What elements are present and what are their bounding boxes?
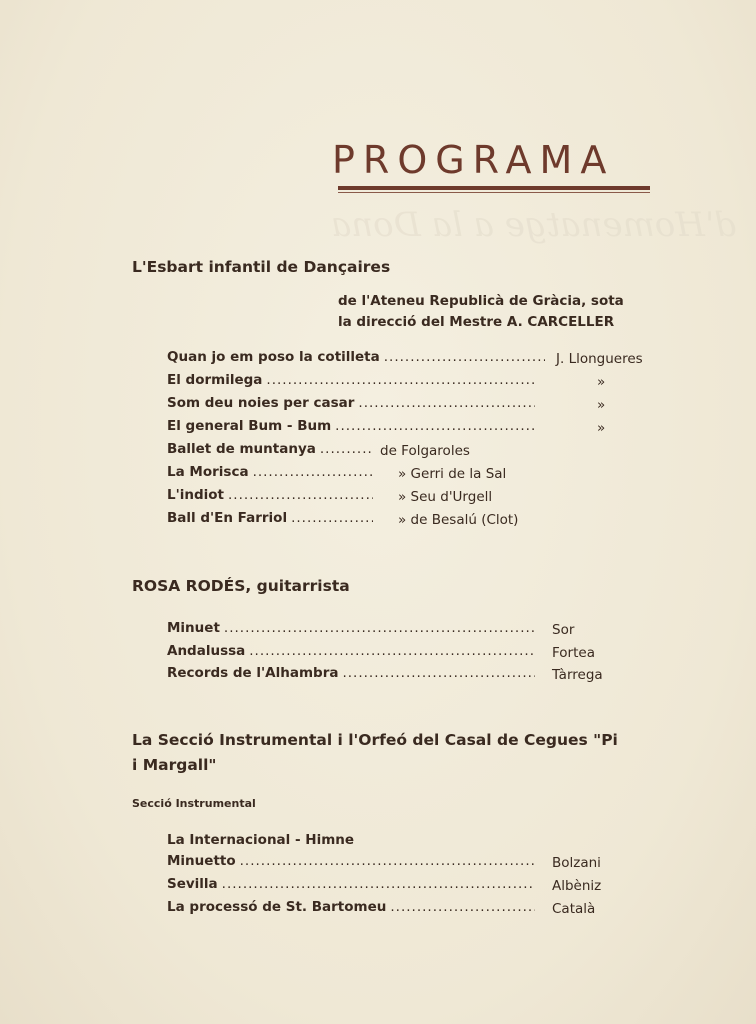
bleed-through-text: d'Homenatge a la Dona (330, 205, 736, 245)
item-title: Minuetto (167, 853, 236, 869)
item-origin: » de Besalú (Clot) (398, 512, 519, 528)
item-composer: Albèniz (552, 878, 602, 894)
section-heading-casal-cegues: La Secció Instrumental i l'Orfeó del Casal de Cegues "Pi (132, 731, 618, 749)
program-item (167, 487, 377, 507)
item-composer: » (597, 397, 606, 413)
item-title: El dormilega (167, 372, 263, 388)
leader-dots (253, 464, 373, 480)
program-item (167, 876, 539, 896)
program-item (167, 395, 539, 415)
subsection-heading: Secció Instrumental (132, 797, 256, 810)
program-item (167, 349, 549, 369)
program-item (167, 418, 539, 438)
leader-dots (249, 643, 535, 659)
leader-dots (224, 620, 535, 636)
title-underline (338, 186, 650, 190)
item-title: Andalussa (167, 643, 246, 659)
leader-dots (320, 441, 371, 457)
item-composer: » (597, 374, 606, 390)
item-title: Records de l'Alhambra (167, 665, 339, 681)
item-origin: » Gerri de la Sal (398, 466, 507, 482)
leader-dots (222, 876, 535, 892)
item-composer: Sor (552, 622, 575, 638)
esbart-subtitle-line-1: de l'Ateneu Republicà de Gràcia, sota (338, 293, 624, 309)
section-heading-casal-cegues-cont: i Margall" (132, 756, 217, 774)
item-title: La processó de St. Bartomeu (167, 899, 387, 915)
item-title: Ball d'En Farriol (167, 510, 288, 526)
leader-dots (291, 510, 373, 526)
leader-dots (384, 349, 545, 365)
leader-dots (390, 899, 535, 915)
program-item-first: La Internacional - Himne (167, 832, 355, 848)
item-title: Ballet de muntanya (167, 441, 316, 457)
item-origin: de Folgaroles (380, 443, 470, 459)
program-item (167, 441, 375, 461)
item-title: Som deu noies per casar (167, 395, 355, 411)
item-composer: Català (552, 901, 596, 917)
section-heading-esbart: L'Esbart infantil de Dançaires (132, 258, 391, 276)
esbart-subtitle-line-2: la direcció del Mestre A. CARCELLER (338, 314, 615, 330)
item-origin: » Seu d'Urgell (398, 489, 493, 505)
program-item (167, 853, 539, 873)
item-title: Minuet (167, 620, 220, 636)
program-item (167, 510, 377, 530)
item-title: Sevilla (167, 876, 218, 892)
item-title: Quan jo em poso la cotilleta (167, 349, 380, 365)
page-title: PROGRAMA (332, 138, 615, 182)
item-title: L'indiot (167, 487, 224, 503)
program-item (167, 620, 539, 640)
leader-dots (342, 665, 535, 681)
leader-dots (228, 487, 373, 503)
item-composer: Bolzani (552, 855, 601, 871)
program-item (167, 464, 377, 484)
item-title: El general Bum - Bum (167, 418, 332, 434)
item-composer: Fortea (552, 645, 595, 661)
program-item (167, 372, 539, 392)
item-composer: J. Llongueres (556, 351, 643, 367)
program-item (167, 665, 539, 685)
item-title: La Morisca (167, 464, 249, 480)
item-composer: » (597, 420, 606, 436)
item-composer: Tàrrega (552, 667, 603, 683)
leader-dots (266, 372, 535, 388)
section-heading-rosa-rodes: ROSA RODÉS, guitarrista (132, 577, 350, 595)
leader-dots (358, 395, 535, 411)
title-underline-thin (338, 192, 650, 193)
leader-dots (240, 853, 535, 869)
program-item (167, 643, 539, 663)
program-item (167, 899, 539, 919)
leader-dots (335, 418, 535, 434)
